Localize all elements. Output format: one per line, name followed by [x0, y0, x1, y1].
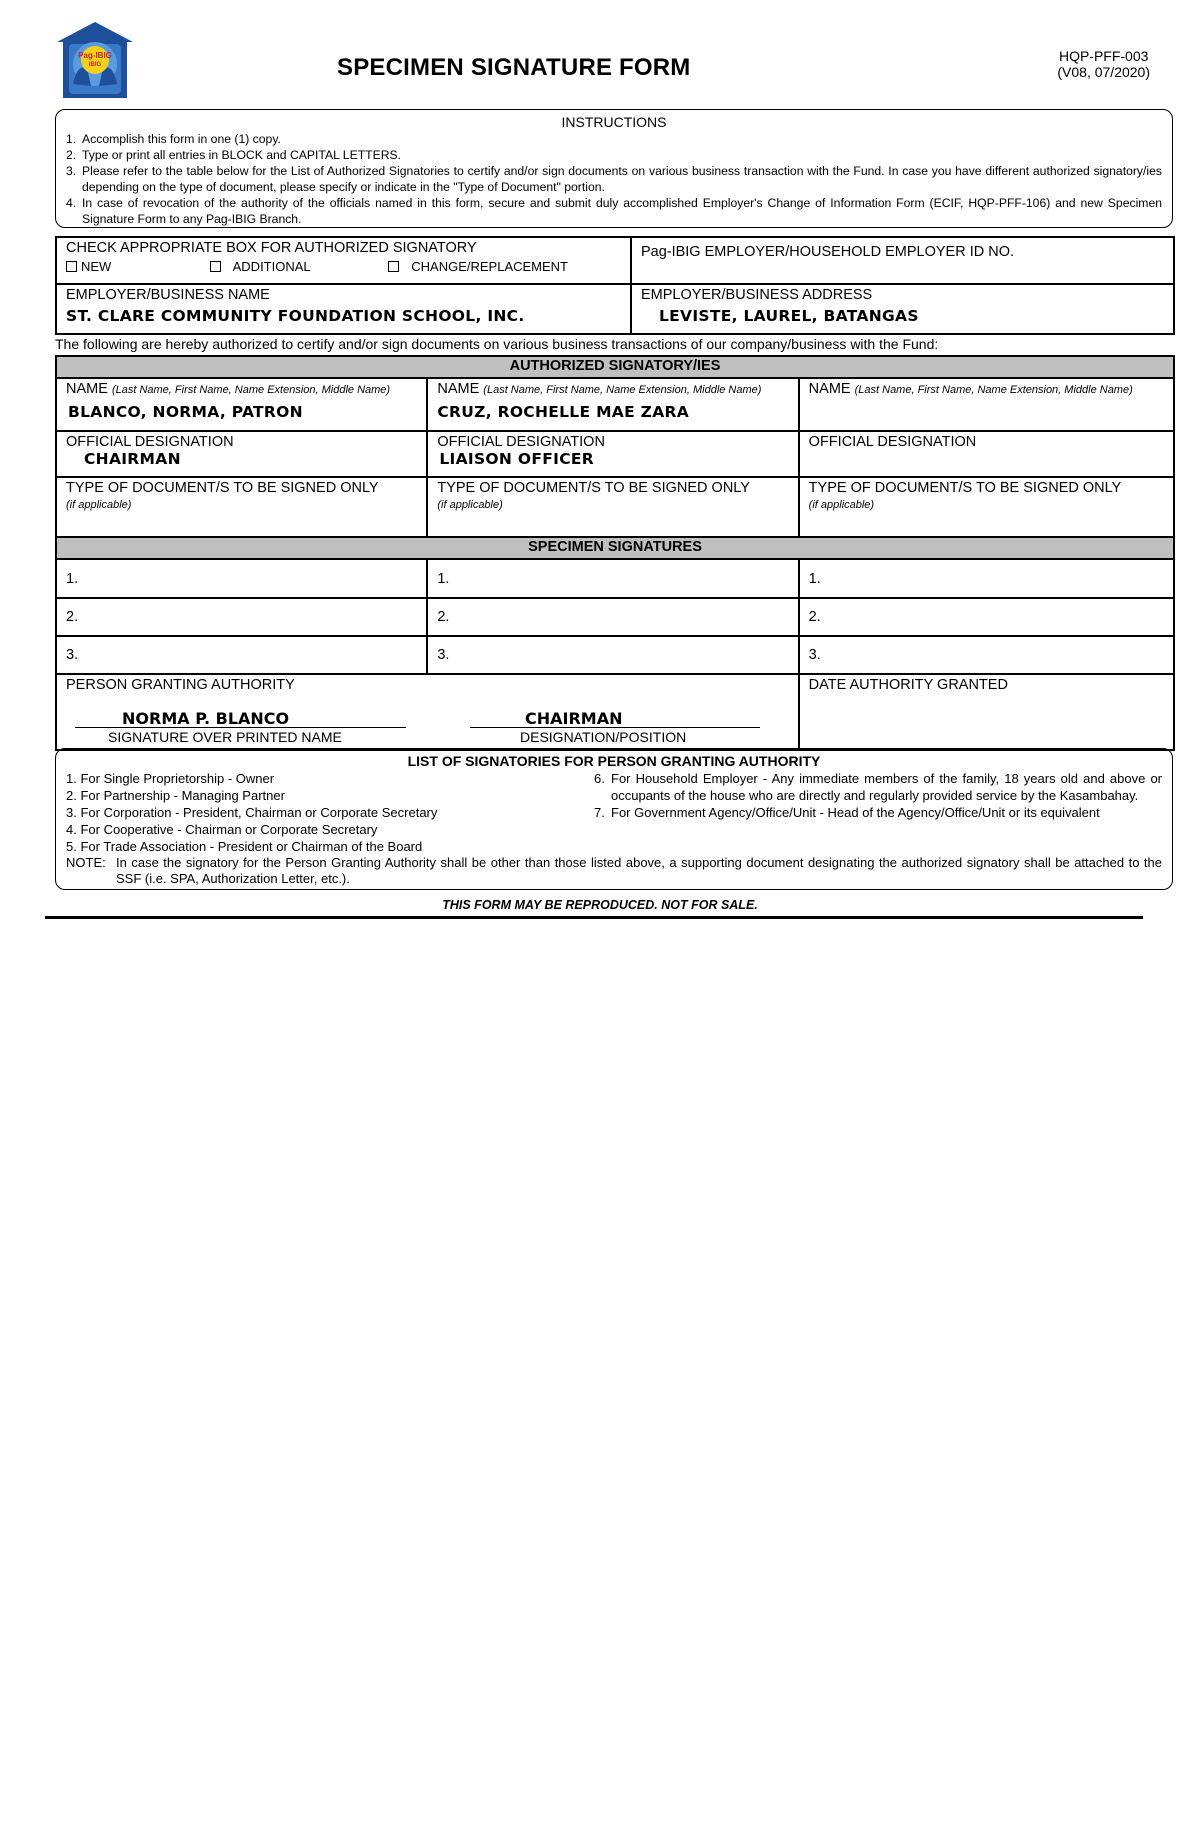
signatories-list-title: LIST OF SIGNATORIES FOR PERSON GRANTING AUTHORITY	[407, 753, 821, 769]
specimen-signatures-band: SPECIMEN SIGNATURES	[56, 537, 1174, 559]
signatories-list-box	[55, 748, 1173, 890]
list-item: 7. For Government Agency/Office/Unit - Head of the Agency/Office/Unit or its equivalent	[594, 805, 1100, 820]
specimen-3-2[interactable]: 2.	[799, 598, 1174, 636]
signatory-type-cell: CHECK APPROPRIATE BOX FOR AUTHORIZED SIGNATORY NEW ADDITIONAL CHANGE/REPLACEMENT	[56, 237, 631, 284]
signatory-2-designation[interactable]: LIAISON OFFICER	[439, 450, 594, 468]
instruction-item: 3. Please refer to the table below for the List of Authorized Signatories to certify and/or sign documents on various business transaction with the Fund. In case you have different authorized signatory/ies depending on the type of document, please specify or indicate in the "Type of Document" portion.	[66, 164, 1162, 194]
specimen-2-2[interactable]: 2.	[427, 598, 798, 636]
signatory-2-designation-cell[interactable]: OFFICIAL DESIGNATION LIAISON OFFICER	[427, 431, 798, 477]
printed-name-line	[75, 727, 406, 728]
form-title: SPECIMEN SIGNATURE FORM	[337, 54, 691, 81]
signatory-1-name-cell[interactable]: NAME (Last Name, First Name, Name Extension, Middle Name) BLANCO, NORMA, PATRON	[56, 378, 427, 431]
instructions-title: INSTRUCTIONS	[561, 114, 667, 130]
specimen-1-2[interactable]: 2.	[56, 598, 427, 636]
list-item: 3. For Corporation - President, Chairman or Corporate Secretary	[66, 805, 438, 820]
designation-caption: DESIGNATION/POSITION	[520, 729, 687, 745]
form-code: HQP-PFF-003 (V08, 07/2020)	[1057, 48, 1150, 80]
date-authority-granted-cell[interactable]: DATE AUTHORITY GRANTED	[799, 674, 1174, 750]
option-new[interactable]: NEW	[66, 259, 206, 274]
signatory-2-name[interactable]: CRUZ, ROCHELLE MAE ZARA	[437, 403, 690, 421]
specimen-1-1[interactable]: 1.	[56, 559, 427, 598]
change-replacement-checkbox[interactable]	[388, 261, 399, 272]
employer-name-value[interactable]: ST. CLARE COMMUNITY FOUNDATION SCHOOL, INC.	[66, 307, 525, 325]
employer-name-cell[interactable]: EMPLOYER/BUSINESS NAME ST. CLARE COMMUNITY FOUNDATION SCHOOL, INC.	[56, 284, 631, 334]
footer-notice: THIS FORM MAY BE REPRODUCED. NOT FOR SALE.	[442, 898, 758, 912]
employer-address-cell[interactable]: EMPLOYER/BUSINESS ADDRESS LEVISTE, LAUREL, BATANGAS	[631, 284, 1174, 334]
granting-designation[interactable]: CHAIRMAN	[525, 709, 623, 728]
authorization-statement: The following are hereby authorized to certify and/or sign documents on various business transactions of our company/business with the Fund:	[55, 336, 939, 352]
instructions-list	[66, 131, 1162, 227]
signatory-2-doc-type-cell[interactable]: TYPE OF DOCUMENT/S TO BE SIGNED ONLY (if applicable)	[427, 477, 798, 537]
instructions-box	[55, 109, 1173, 228]
pag-ibig-logo	[55, 20, 135, 102]
signatories-list-left	[66, 770, 594, 855]
instruction-item: 1. Accomplish this form in one (1) copy.	[66, 132, 281, 146]
signatory-type-options	[66, 259, 621, 274]
signatory-1-doc-type-cell[interactable]: TYPE OF DOCUMENT/S TO BE SIGNED ONLY (if applicable)	[56, 477, 427, 537]
option-additional[interactable]: ADDITIONAL	[210, 259, 385, 274]
signatory-2-name-cell[interactable]: NAME (Last Name, First Name, Name Extension, Middle Name) CRUZ, ROCHELLE MAE ZARA	[427, 378, 798, 431]
granting-printed-name[interactable]: NORMA P. BLANCO	[122, 709, 290, 728]
authorized-signatories-table	[55, 355, 1175, 751]
list-item: 4. For Cooperative - Chairman or Corporate Secretary	[66, 822, 378, 837]
person-granting-authority-cell[interactable]: PERSON GRANTING AUTHORITY	[56, 674, 799, 750]
signatories-list-right	[594, 770, 1162, 855]
footer-rule	[45, 916, 1143, 919]
signatory-1-designation-cell[interactable]: OFFICIAL DESIGNATION CHAIRMAN	[56, 431, 427, 477]
signatory-3-name-cell[interactable]: NAME (Last Name, First Name, Name Extension, Middle Name)	[799, 378, 1174, 431]
list-item: 2. For Partnership - Managing Partner	[66, 788, 285, 803]
specimen-2-1[interactable]: 1.	[427, 559, 798, 598]
additional-checkbox[interactable]	[210, 261, 221, 272]
specimen-2-3[interactable]: 3.	[427, 636, 798, 674]
employer-address-value[interactable]: LEVISTE, LAUREL, BATANGAS	[658, 307, 919, 325]
specimen-1-3[interactable]: 3.	[56, 636, 427, 674]
svg-text:IBIG: IBIG	[88, 62, 102, 68]
signatory-3-doc-type-cell[interactable]: TYPE OF DOCUMENT/S TO BE SIGNED ONLY (if applicable)	[799, 477, 1174, 537]
signatory-3-designation-cell[interactable]: OFFICIAL DESIGNATION	[799, 431, 1174, 477]
new-checkbox[interactable]	[66, 261, 77, 272]
svg-text:Pag-IBIG: Pag-IBIG	[78, 51, 112, 60]
employer-id-cell[interactable]: Pag-IBIG EMPLOYER/HOUSEHOLD EMPLOYER ID NO.	[631, 237, 1174, 284]
option-change-replacement[interactable]: CHANGE/REPLACEMENT	[388, 259, 568, 274]
specimen-3-3[interactable]: 3.	[799, 636, 1174, 674]
designation-line	[470, 727, 760, 728]
signatories-note: NOTE: In case the signatory for the Person Granting Authority shall be other than those listed above, a supporting document designating the authorized signatory shall be attached to the SSF (i.e. SPA, Authorization Letter, etc.).	[66, 855, 1162, 886]
signatory-1-designation[interactable]: CHAIRMAN	[84, 450, 181, 468]
instruction-item: 4. In case of revocation of the authority of the officials named in this form, secure and submit duly accomplished Employer's Change of Information Form (ECIF, HQP-PFF-106) and new Specimen Signature Form to any Pag-IBIG Branch.	[66, 196, 1162, 226]
specimen-3-1[interactable]: 1.	[799, 559, 1174, 598]
printed-name-caption: SIGNATURE OVER PRINTED NAME	[108, 729, 342, 745]
employer-table	[55, 236, 1175, 335]
list-item: 1. For Single Proprietorship - Owner	[66, 771, 275, 786]
list-item: 6. For Household Employer - Any immediate members of the family, 18 years old and above or occupants of the house who are directly and regularly provided service by the Kasambahay.	[594, 771, 1162, 803]
instruction-item: 2. Type or print all entries in BLOCK and CAPITAL LETTERS.	[66, 148, 402, 162]
authorized-signatories-band: AUTHORIZED SIGNATORY/IES	[56, 356, 1174, 378]
signatory-1-name[interactable]: BLANCO, NORMA, PATRON	[68, 403, 303, 421]
list-item: 5. For Trade Association - President or Chairman of the Board	[66, 839, 423, 854]
